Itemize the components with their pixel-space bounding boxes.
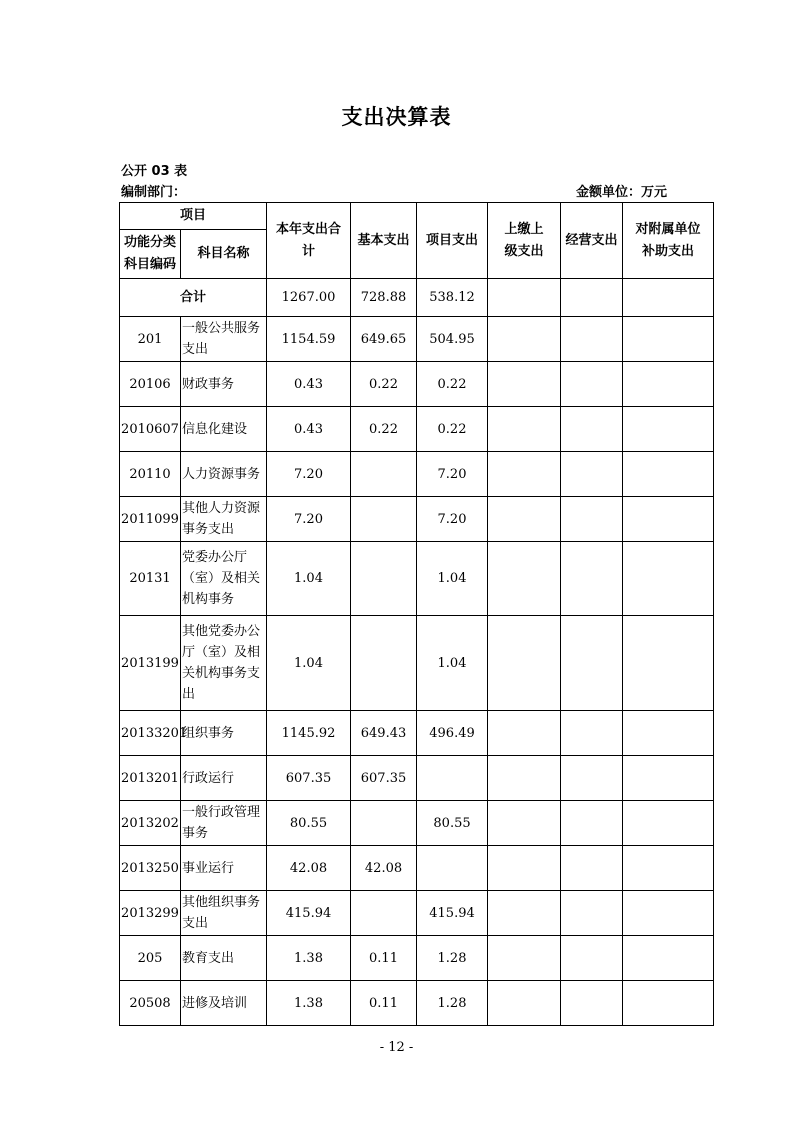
table-row [120,936,714,981]
row-code: 2011099 [120,497,181,542]
row-total: 1.04 [267,616,351,711]
row-business [561,542,623,616]
row-remit [488,616,561,711]
row-total: 1154.59 [267,317,351,362]
row-subsidy [623,497,714,542]
table-row [120,616,714,711]
table-row [120,711,714,756]
row-code: 205 [120,936,181,981]
row-basic: 607.35 [351,756,417,801]
total-basic: 728.88 [351,279,417,317]
row-subsidy [623,542,714,616]
row-remit [488,542,561,616]
row-subject-name: 财政事务 [181,362,267,407]
row-code: 201 [120,317,181,362]
total-amount: 1267.00 [267,279,351,317]
row-basic: 0.22 [351,362,417,407]
row-total: 7.20 [267,452,351,497]
row-total: 1145.92 [267,711,351,756]
row-total: 80.55 [267,801,351,846]
page-number: - 12 - [379,1040,414,1055]
total-subsidy [623,279,714,317]
row-remit [488,756,561,801]
row-subject-name: 事业运行 [181,846,267,891]
row-business [561,452,623,497]
row-total: 0.43 [267,362,351,407]
row-business [561,497,623,542]
row-subject-name: 其他人力资源事务支出 [181,497,267,542]
header-business: 经营支出 [561,203,623,279]
form-number: 公开 03 表 [121,164,188,179]
table-row [120,362,714,407]
row-basic [351,891,417,936]
table-row [120,317,714,362]
row-basic [351,452,417,497]
row-subject-name: 一般行政管理事务 [181,801,267,846]
row-project: 7.20 [417,452,488,497]
row-business [561,317,623,362]
total-remit [488,279,561,317]
row-subsidy [623,452,714,497]
row-remit [488,317,561,362]
row-remit [488,846,561,891]
row-business [561,616,623,711]
row-subject-name: 人力资源事务 [181,452,267,497]
table-row [120,801,714,846]
row-project [417,846,488,891]
row-code: 2013199 [120,616,181,711]
row-subject-name: 行政运行 [181,756,267,801]
row-remit [488,362,561,407]
table-row [120,891,714,936]
row-subsidy [623,317,714,362]
row-total: 1.38 [267,936,351,981]
row-subsidy [623,362,714,407]
row-total: 0.43 [267,407,351,452]
header-subsidy: 对附属单位补助支出 [623,203,714,279]
row-code: 20508 [120,981,181,1026]
row-remit [488,801,561,846]
row-basic [351,497,417,542]
row-code: 20131 [120,542,181,616]
row-basic: 649.65 [351,317,417,362]
row-project: 1.04 [417,616,488,711]
table-row [120,846,714,891]
row-project: 1.28 [417,936,488,981]
total-row [120,279,714,317]
unit-label: 金额单位：万元 [576,185,668,200]
row-basic: 42.08 [351,846,417,891]
row-project: 504.95 [417,317,488,362]
row-total: 42.08 [267,846,351,891]
table-row [120,756,714,801]
row-business [561,407,623,452]
row-subject-name: 其他党委办公厅（室）及相关机构事务支出 [181,616,267,711]
row-business [561,936,623,981]
row-code: 20133201 [120,711,181,756]
header-subject-name: 科目名称 [181,230,267,279]
header-item: 项目 [120,203,267,230]
row-business [561,362,623,407]
row-basic: 0.11 [351,936,417,981]
row-subsidy [623,711,714,756]
row-basic: 649.43 [351,711,417,756]
row-total: 7.20 [267,497,351,542]
row-project: 0.22 [417,407,488,452]
row-code: 2010607 [120,407,181,452]
row-subject-name: 党委办公厅（室）及相关机构事务 [181,542,267,616]
total-label: 合计 [120,279,267,317]
row-subject-name: 其他组织事务支出 [181,891,267,936]
row-code: 2013201 [120,756,181,801]
row-remit [488,497,561,542]
row-subsidy [623,616,714,711]
row-business [561,756,623,801]
total-business [561,279,623,317]
row-subsidy [623,936,714,981]
row-basic [351,801,417,846]
row-project: 496.49 [417,711,488,756]
row-basic [351,542,417,616]
row-subject-name: 信息化建设 [181,407,267,452]
row-remit [488,407,561,452]
row-subsidy [623,891,714,936]
row-total: 415.94 [267,891,351,936]
row-project: 80.55 [417,801,488,846]
row-remit [488,711,561,756]
header-total: 本年支出合计 [267,203,351,279]
row-remit [488,891,561,936]
row-remit [488,981,561,1026]
header-basic: 基本支出 [351,203,417,279]
row-code: 20106 [120,362,181,407]
expenditure-table [119,202,714,1026]
row-subject-name: 一般公共服务支出 [181,317,267,362]
row-business [561,981,623,1026]
row-subsidy [623,981,714,1026]
row-project: 1.04 [417,542,488,616]
org-label: 编制部门： [121,185,187,200]
row-total: 607.35 [267,756,351,801]
row-remit [488,452,561,497]
row-remit [488,936,561,981]
total-project: 538.12 [417,279,488,317]
row-code: 2013299 [120,891,181,936]
table-row [120,407,714,452]
row-subject-name: 组织事务 [181,711,267,756]
row-business [561,801,623,846]
row-basic [351,616,417,711]
row-subsidy [623,801,714,846]
table-row [120,981,714,1026]
row-business [561,891,623,936]
row-basic: 0.11 [351,981,417,1026]
row-business [561,846,623,891]
row-business [561,711,623,756]
page-title: 支出决算表 [341,105,452,129]
row-subject-name: 进修及培训 [181,981,267,1026]
header-func-code: 功能分类科目编码 [120,230,181,279]
header-remit: 上缴上级支出 [488,203,561,279]
row-basic: 0.22 [351,407,417,452]
row-total: 1.38 [267,981,351,1026]
row-project: 0.22 [417,362,488,407]
table-row [120,542,714,616]
row-subsidy [623,846,714,891]
row-project: 1.28 [417,981,488,1026]
table-row [120,497,714,542]
row-code: 2013202 [120,801,181,846]
row-code: 20110 [120,452,181,497]
row-subsidy [623,756,714,801]
row-project: 7.20 [417,497,488,542]
row-project: 415.94 [417,891,488,936]
row-total: 1.04 [267,542,351,616]
row-subject-name: 教育支出 [181,936,267,981]
header-project: 项目支出 [417,203,488,279]
row-subsidy [623,407,714,452]
row-project [417,756,488,801]
table-row [120,452,714,497]
row-code: 2013250 [120,846,181,891]
